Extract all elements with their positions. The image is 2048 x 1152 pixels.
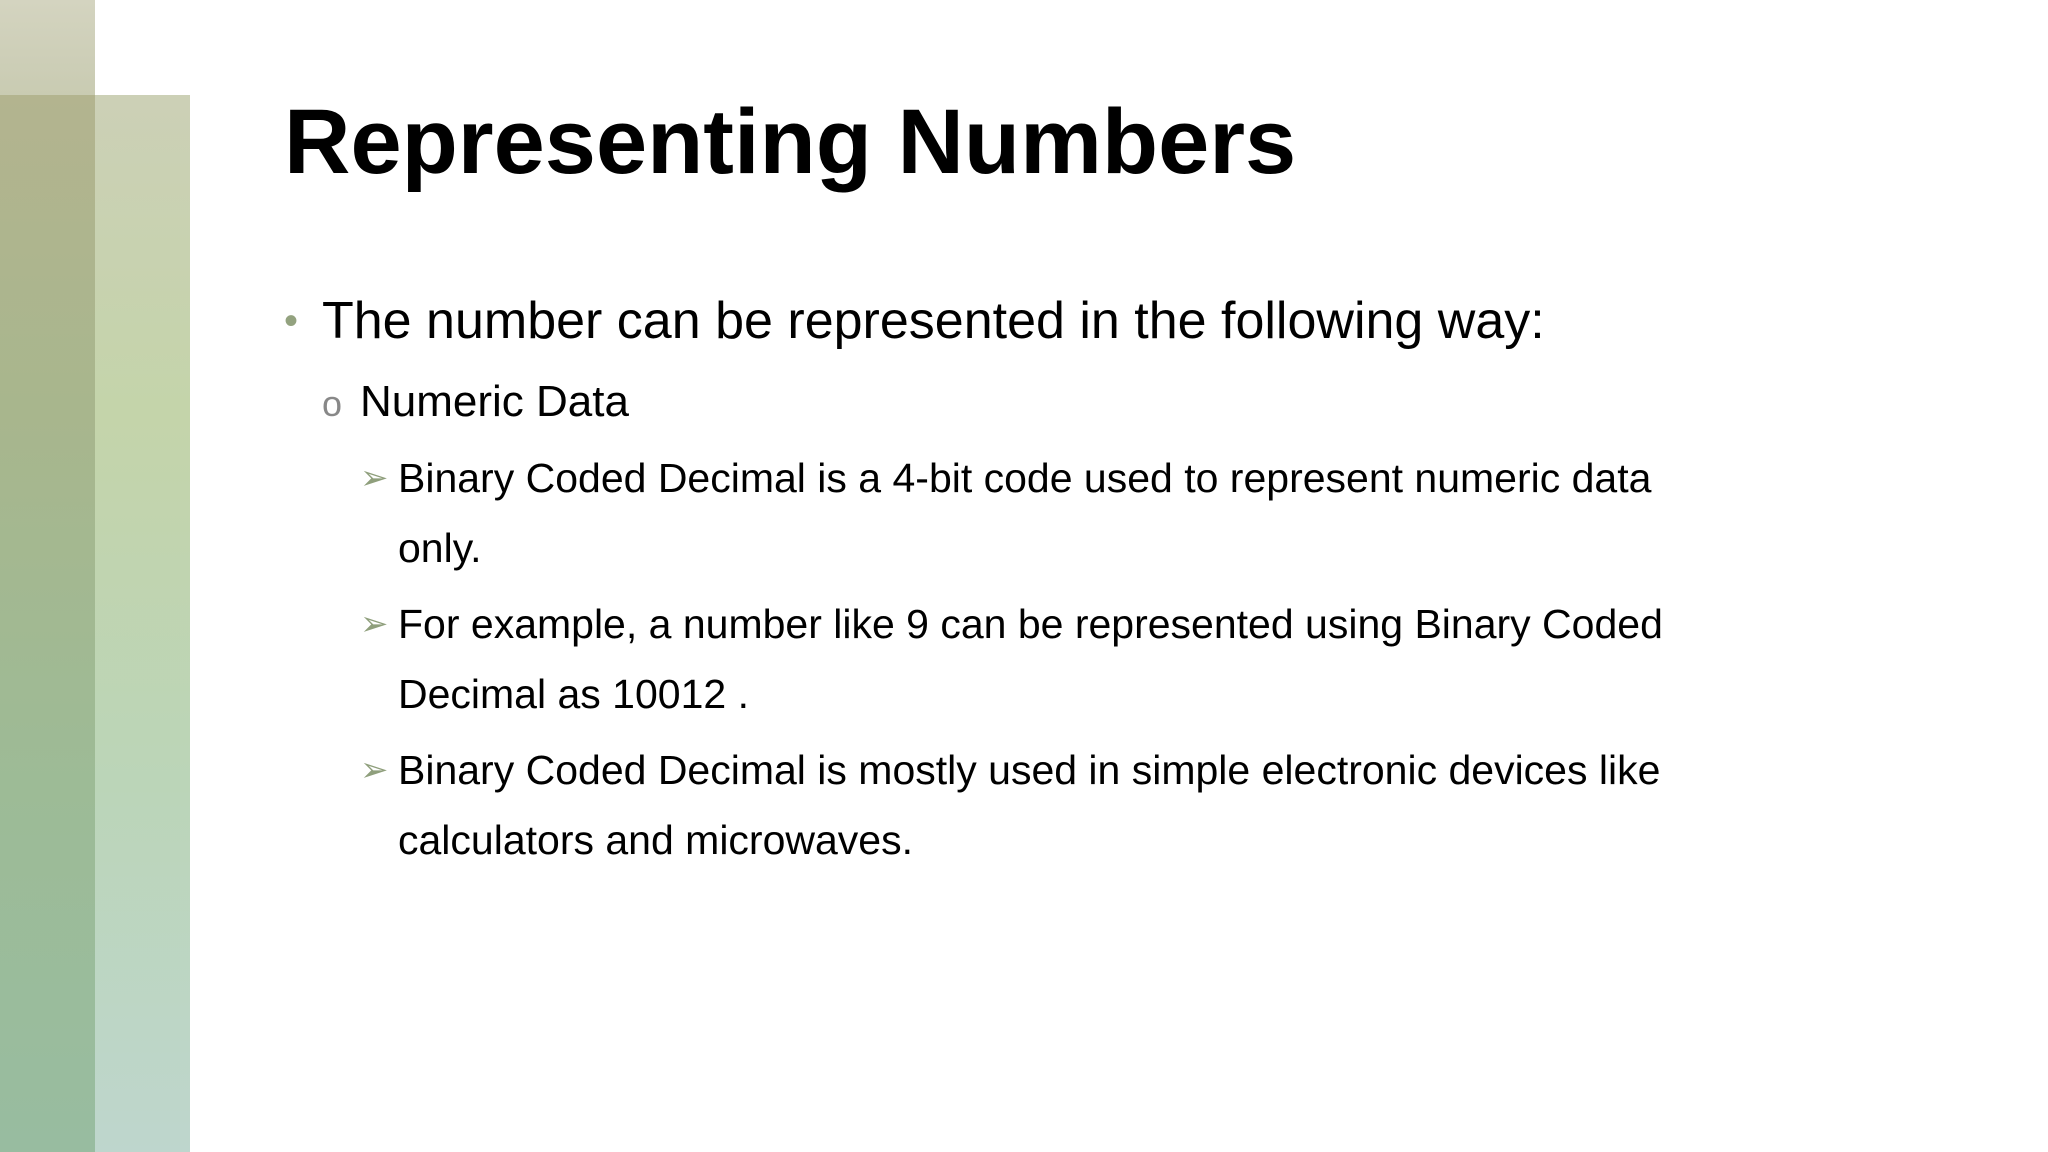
arrow-bullet-text: Binary Coded Decimal is a 4-bit code used to represent numeric data only. <box>398 455 1652 571</box>
arrow-bullet-text: Binary Coded Decimal is mostly used in simple electronic devices like calculators and microwaves. <box>398 747 1661 863</box>
arrow-bullet-item <box>284 443 1698 583</box>
circle-bullet-icon: o <box>322 383 343 424</box>
arrow-bullet-icon: ➢ <box>360 751 389 789</box>
slide-title: Representing Numbers <box>284 91 1297 193</box>
arrow-bullet-item <box>284 589 1698 729</box>
sub-bullet-text: Numeric Data <box>360 377 629 426</box>
bullet-item <box>284 285 1824 357</box>
sub-bullet-item <box>284 367 1824 437</box>
arrow-bullet-icon: ➢ <box>360 459 389 497</box>
arrow-bullet-text: For example, a number like 9 can be represented using Binary Coded Decimal as 10012 . <box>398 601 1663 717</box>
decorative-bar-dark <box>0 95 95 1152</box>
arrow-bullet-item <box>284 735 1698 875</box>
slide-content <box>284 285 1824 875</box>
decorative-bar-light <box>95 95 190 1152</box>
decorative-bar-top <box>0 0 95 95</box>
bullet-text: The number can be represented in the following way: <box>322 292 1545 350</box>
bullet-dot-icon: • <box>284 299 299 343</box>
arrow-bullet-icon: ➢ <box>360 605 389 643</box>
